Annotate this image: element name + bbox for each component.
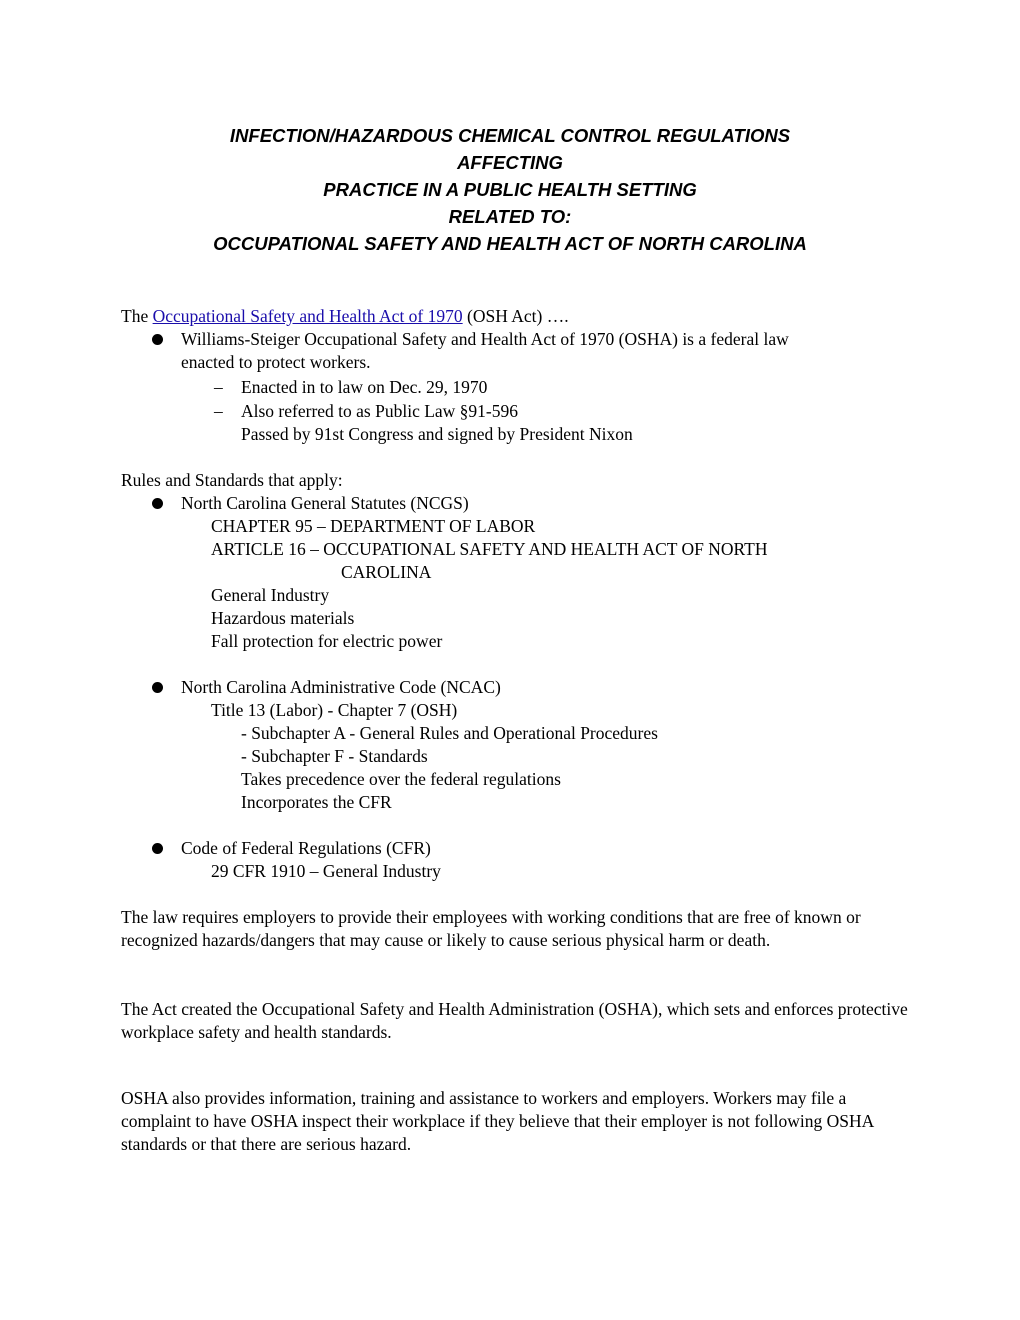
title-line-2: AFFECTING [457, 152, 563, 173]
document-title [100, 122, 920, 257]
title-line-4: RELATED TO: [448, 206, 572, 227]
cfr-item: 29 CFR 1910 – General Industry [211, 861, 441, 881]
paragraph: The Act created the Occupational Safety and Health Administration (OSHA), which sets and enforces protective workplace safety and health standards. [121, 999, 908, 1042]
bullet-icon [152, 334, 163, 345]
osha-sub-1: Enacted in to law on Dec. 29, 1970 [241, 377, 488, 397]
ncgs-item: CAROLINA [341, 562, 432, 582]
osh-act-link[interactable]: Occupational Safety and Health Act of 1970 [152, 306, 463, 326]
cfr-label: Code of Federal Regulations (CFR) [181, 838, 431, 858]
osha-bullet-line-2: enacted to protect workers. [181, 352, 371, 372]
paragraph: The law requires employers to provide their employees with working conditions that are free of known or recognized hazards/dangers that may cause or likely to cause serious physical harm or death. [121, 907, 861, 950]
title-line-3: PRACTICE IN A PUBLIC HEALTH SETTING [323, 179, 697, 200]
ncac-title: Title 13 (Labor) - Chapter 7 (OSH) [211, 700, 458, 720]
ncgs-item: Fall protection for electric power [211, 631, 443, 651]
osha-sub-2: Also referred to as Public Law §91-596 [241, 401, 519, 421]
osha-bullet-line-1: Williams-Steiger Occupational Safety and Health Act of 1970 (OSHA) is a federal law [181, 329, 789, 349]
bullet-icon [152, 498, 163, 509]
ncgs-item: General Industry [211, 585, 330, 605]
ncac-label: North Carolina Administrative Code (NCAC) [181, 677, 501, 697]
ncgs-item: CHAPTER 95 – DEPARTMENT OF LABOR [211, 516, 536, 536]
intro-prefix: The [121, 306, 153, 326]
ncac-item: Takes precedence over the federal regulations [241, 769, 561, 789]
ncac-item: - Subchapter F - Standards [241, 746, 428, 766]
intro-suffix: (OSH Act) …. [462, 306, 569, 326]
bullet-icon [152, 843, 163, 854]
ncac-item: - Subchapter A - General Rules and Operational Procedures [241, 723, 658, 743]
title-line-1: INFECTION/HAZARDOUS CHEMICAL CONTROL REGULATIONS [229, 125, 791, 146]
osha-sub-3: Passed by 91st Congress and signed by President Nixon [241, 424, 633, 444]
intro-line [121, 305, 569, 328]
dash-icon: – [214, 401, 223, 421]
ncgs-item: ARTICLE 16 – OCCUPATIONAL SAFETY AND HEALTH ACT OF NORTH [211, 539, 768, 559]
bullet-icon [152, 682, 163, 693]
paragraph: OSHA also provides information, training and assistance to workers and employers. Workers may file a complaint to have OSHA inspect their workplace if they believe that their employer is not following OSHA standards or that there are serious hazard. [121, 1088, 874, 1154]
rules-heading: Rules and Standards that apply: [121, 470, 343, 490]
ncgs-label: North Carolina General Statutes (NCGS) [181, 493, 469, 513]
dash-icon: – [214, 377, 223, 397]
ncgs-item: Hazardous materials [211, 608, 355, 628]
ncac-item: Incorporates the CFR [241, 792, 392, 812]
title-line-5: OCCUPATIONAL SAFETY AND HEALTH ACT OF NORTH CAROLINA [213, 233, 807, 254]
